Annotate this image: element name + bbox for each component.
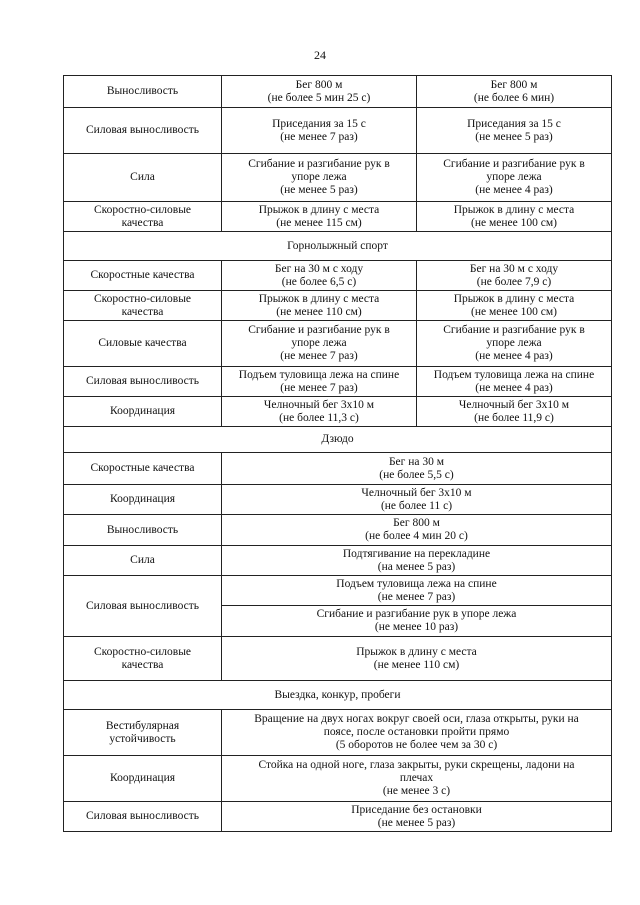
section-header-row [64,427,612,453]
quality-cell [64,108,222,154]
quality-cell [64,261,222,291]
cell-text-line: (не менее 115 см) [276,216,362,229]
standards-table-body [64,76,612,832]
cell-text-line: Сгибание и разгибание рук в [443,324,585,336]
norm-cell-merged [222,453,612,485]
quality-cell [64,321,222,367]
norm-cell-column-1 [222,321,417,367]
norm-cell-merged [222,802,612,832]
cell-text-line: (не менее 7 раз) [280,130,358,143]
cell-text-line: Сила [130,554,155,566]
quality-cell [64,397,222,427]
quality-cell [64,710,222,756]
norm-cell-merged [222,756,612,802]
quality-cell [64,637,222,681]
cell-text-line: (не более 11,3 с) [279,411,359,424]
table-row [64,637,612,681]
cell-text-line: (не менее 7 раз) [377,590,456,603]
cell-text-line: (не более 6,5 с) [281,275,357,288]
quality-cell [64,485,222,515]
norm-cell-merged [222,710,612,756]
cell-text-line: поясе, после остановки пройти прямо [323,726,510,738]
norm-cell-column-1 [222,202,417,232]
cell-text-line: Вращение на двух ногах вокруг своей оси, глаза открыты, руки на [254,713,579,725]
cell-text-line: (не менее 7 раз) [280,381,358,394]
norm-cell-column-1 [222,291,417,321]
norm-cell-column-2 [417,321,612,367]
cell-text-line: плечах [399,772,434,784]
cell-text-line: (не менее 4 раз) [475,350,553,362]
cell-text-line: Скоростно-силовые [93,203,192,216]
cell-text-line: Приседание без остановки [351,803,482,816]
quality-cell [64,202,222,232]
cell-text-line: (не менее 100 см) [471,305,557,318]
norm-cell-column-1 [222,76,417,108]
cell-text-line: упоре лежа [486,171,542,183]
cell-text-line: Стойка на одной ноге, глаза закрыты, руки скрещены, ладони на [258,759,575,771]
table-row [64,515,612,546]
cell-text-line: Приседания за 15 с [272,117,366,130]
cell-text-line: Сила [130,171,155,183]
cell-text-line: Приседания за 15 с [467,117,561,130]
cell-text-line: (не менее 100 см) [471,216,557,229]
cell-text-line: (не менее 5 раз) [280,184,358,196]
cell-text-line: устойчивость [109,732,176,745]
quality-cell [64,154,222,202]
norm-cell-column-2 [417,397,612,427]
cell-text-line: (не более 6 мин) [473,91,555,104]
cell-text-line: (не менее 7 раз) [280,350,358,362]
section-header-row [64,232,612,261]
cell-text-line: Выносливость [106,85,179,97]
cell-text-line: Вестибулярная [105,719,180,732]
cell-text-line: (не менее 3 с) [382,785,451,797]
table-row [64,397,612,427]
cell-text-line: (не менее 10 раз) [374,621,459,633]
cell-text-line: Прыжок в длину с места [258,203,380,216]
cell-text-line: Координация [109,772,176,784]
cell-text-line: Скоростно-силовые [93,292,192,305]
norm-cell-column-2 [417,202,612,232]
cell-text-line: Силовая выносливость [86,375,199,387]
cell-text-line: Прыжок в длину с места [356,645,477,658]
cell-text-line: Сгибание и разгибание рук в [443,158,585,170]
cell-text-line: Бег на 30 м с ходу [469,262,559,275]
section-header-row [64,681,612,710]
table-row [64,108,612,154]
cell-text-line: (не менее 4 раз) [475,381,553,394]
quality-cell [64,576,222,637]
norm-cell-merged [222,637,612,681]
norm-cell-merged [222,485,612,515]
cell-text-line: Выносливость [106,523,179,536]
cell-text-line: Подъем туловища лежа на спине [433,368,595,381]
table-row [64,485,612,515]
cell-text-line: Сгибание и разгибание рук в [248,324,390,336]
cell-text-line: Силовые качества [98,337,187,349]
table-row [64,453,612,485]
cell-text-line: Челночный бег 3х10 м [361,486,472,499]
cell-text-line: Координация [109,405,176,417]
quality-cell [64,291,222,321]
norm-cell-column-1 [222,367,417,397]
section-title: Выездка, конкур, пробеги [64,681,612,710]
cell-text-line: Координация [109,493,176,505]
norm-cell-column-2 [417,291,612,321]
cell-text-line: Бег 800 м [490,78,538,91]
table-row [64,576,612,606]
standards-table [63,75,612,832]
norm-cell-column-2 [417,367,612,397]
quality-cell [64,515,222,546]
table-row [64,202,612,232]
section-title: Дзюдо [64,427,612,453]
norm-cell-column-1 [222,108,417,154]
table-row [64,291,612,321]
cell-text-line: Сгибание и разгибание рук в упоре лежа [316,608,517,620]
cell-text-line: Подъем туловища лежа на спине [238,368,400,381]
table-row [64,154,612,202]
quality-cell [64,453,222,485]
cell-text-line: Подтягивание на перекладине [342,547,491,560]
table-row [64,367,612,397]
cell-text-line: качества [121,305,164,318]
cell-text-line: Челночный бег 3х10 м [458,398,570,411]
cell-text-line: Прыжок в длину с места [453,203,575,216]
table-row [64,802,612,832]
quality-cell [64,756,222,802]
cell-text-line: (не более 5 мин 25 с) [267,91,371,104]
quality-cell [64,367,222,397]
quality-cell [64,802,222,832]
norm-cell-column-1 [222,154,417,202]
cell-text-line: Бег 800 м [295,78,343,91]
table-row [64,756,612,802]
cell-text-line: (не более 4 мин 20 с) [365,530,468,542]
cell-text-line: (не более 5,5 с) [379,468,454,481]
norm-cell-column-1 [222,397,417,427]
norm-cell-column-2 [417,76,612,108]
cell-text-line: качества [121,658,164,671]
norm-cell-column-2 [417,108,612,154]
quality-cell [64,76,222,108]
cell-text-line: (не менее 4 раз) [475,184,553,196]
cell-text-line: (не менее 110 см) [276,305,362,318]
table-row [64,710,612,756]
cell-text-line: Бег на 30 м [388,455,445,468]
cell-text-line: Бег 800 м [393,517,440,529]
table-row [64,261,612,291]
cell-text-line: (не менее 5 раз) [475,130,553,143]
cell-text-line: Подъем туловища лежа на спине [336,577,497,590]
cell-text-line: Скоростно-силовые [93,645,192,658]
norm-cell-merged [222,606,612,637]
cell-text-line: Бег на 30 м с ходу [274,262,364,275]
cell-text-line: Скоростные качества [90,269,195,281]
cell-text-line: упоре лежа [486,337,542,349]
quality-cell [64,546,222,576]
cell-text-line: Силовая выносливость [86,124,199,136]
cell-text-line: упоре лежа [291,171,347,183]
norm-cell-column-2 [417,261,612,291]
table-row [64,546,612,576]
cell-text-line: Силовая выносливость [86,810,199,822]
cell-text-line: Силовая выносливость [86,599,199,612]
cell-text-line: (5 оборотов не более чем за 30 с) [335,739,498,751]
cell-text-line: (на менее 5 раз) [377,560,456,573]
cell-text-line: Прыжок в длину с места [453,292,575,305]
cell-text-line: (не более 11,9 с) [474,411,554,424]
cell-text-line: (не более 7,9 с) [476,275,552,288]
norm-cell-merged [222,576,612,606]
cell-text-line: Сгибание и разгибание рук в [248,158,390,170]
norm-cell-merged [222,515,612,546]
cell-text-line: качества [121,216,164,229]
cell-text-line: Прыжок в длину с места [258,292,380,305]
norm-cell-column-2 [417,154,612,202]
table-row [64,76,612,108]
cell-text-line: (не более 11 с) [380,499,453,512]
table-row [64,321,612,367]
cell-text-line: упоре лежа [291,337,347,349]
cell-text-line: (не менее 5 раз) [377,816,456,829]
norm-cell-merged [222,546,612,576]
cell-text-line: Скоростные качества [90,462,195,474]
cell-text-line: Челночный бег 3х10 м [263,398,375,411]
norm-cell-column-1 [222,261,417,291]
page-number: 24 [314,48,326,62]
cell-text-line: (не менее 110 см) [373,658,460,671]
section-title: Горнолыжный спорт [64,232,612,261]
